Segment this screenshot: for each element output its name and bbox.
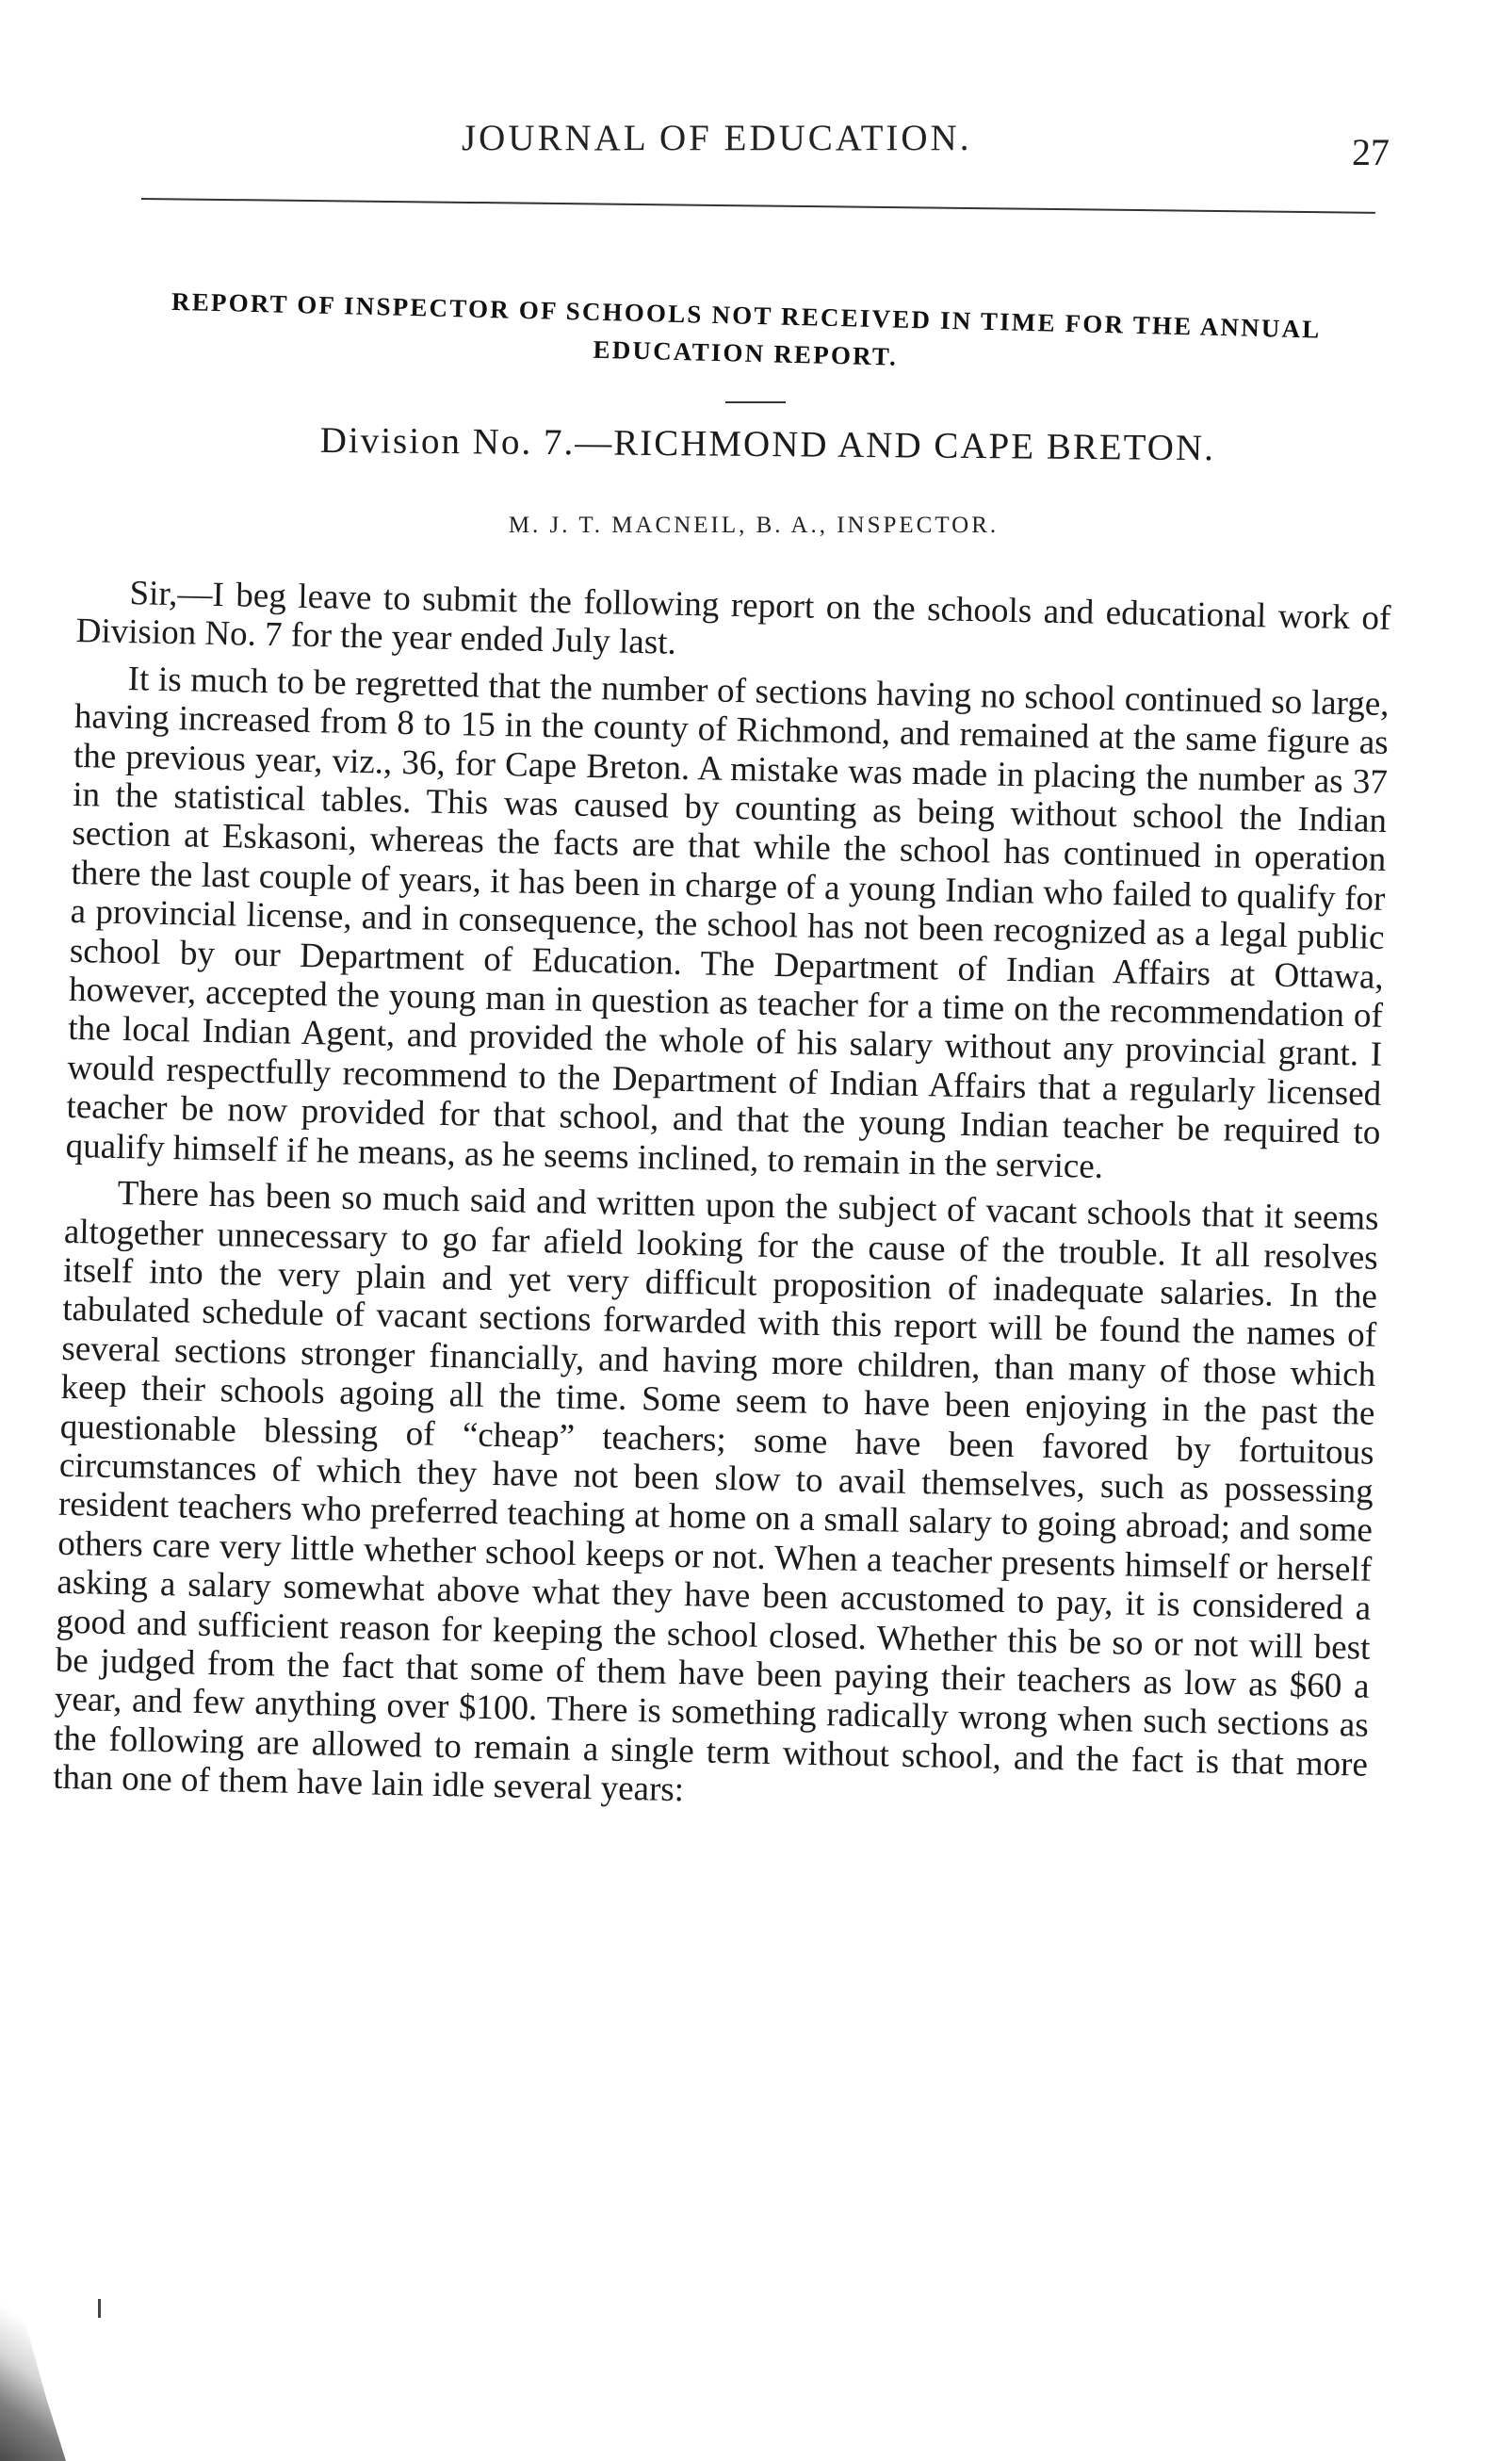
report-title-line-2: EDUCATION REPORT. — [593, 334, 899, 371]
paragraph-salaries: There has been so much said and written upon the subject of vacant schools that it seems altogether unnecessary to go far afield looking for the cause of the trouble. It all resolves itself into the very plain and yet very difficult proposition of inadequate salaries. In the tabulated schedule of vacant sections forwarded with this report will be found the names of several sections stronger financially, and having more children, than many of those which keep their schools agoing all the time. Some seem to have been enjoying in the past the questionable blessing of “cheap” teachers; some have been favored by fortuitous circumstances of which they have not been slow to avail themselves, such as possessing resident teachers who preferred teaching at home on a small salary to going abroad; and some others care very little whether school keeps or not. When a teacher presents himself or herself asking a salary somewhat above what they have been accustomed to pay, it is considered a good and sufficient reason for keeping the school closed. Whether this be so or not will best be judged from the fact that some of them have been paying their teachers as low as $60 a year, and few anything over $100. There is something radically wrong when such sections as the following are allowed to remain a single term without school, and the fact is that more than one of them have lain idle several years: — [52, 1174, 1379, 1810]
paragraph-salutation: Sir,—I beg leave to submit the following report on the schools and educational work of Division No. 7 for the year ended July last. — [75, 574, 1391, 663]
header-rule — [141, 198, 1375, 214]
page-edge-shadow — [0, 2235, 66, 2461]
report-body — [53, 573, 1391, 1831]
journal-title: JOURNAL OF EDUCATION. — [462, 118, 972, 158]
division-heading: Division No. 7.—RICHMOND AND CAPE BRETON. — [319, 419, 1216, 469]
report-title — [100, 281, 1392, 387]
title-divider — [725, 401, 786, 403]
report-title-line-1: REPORT OF INSPECTOR OF SCHOOLS NOT RECEIVED IN TIME FOR THE ANNUAL — [171, 286, 1322, 344]
page-number: 27 — [1352, 131, 1390, 173]
inspector-name: M. J. T. MACNEIL, B. A., INSPECTOR. — [508, 513, 1000, 538]
running-header — [122, 111, 1390, 187]
paragraph-vacant-sections: It is much to be regretted that the number of sections having no school continued so large, having increased from 8 to 15 in the county of Richmond, and remained at the same figure as the previous year, viz., 36, for Cape Breton. A mistake was made in placing the number as 37 in the statistical tables. This was caused by counting as being without school the Indian section at Eskasoni, whereas the facts are that while the school has continued in operation there the last couple of years, it has been in charge of a young Indian who failed to qualify for a provincial license, and in consequence, the school has not been recognized as a legal public school by our Department of Education. The Department of Indian Affairs at Ottawa, however, accepted the young man in question as teacher for a time on the recommendation of the local Indian Agent, and provided the whole of his salary without any provincial grant. I would respectfully recommend to the Department of Indian Affairs that a regularly licensed teacher be now provided for that school, and that the young Indian teacher be required to qualify himself if he means, as he seems inclined, to remain in the service. — [65, 659, 1390, 1186]
scan-mark — [98, 2299, 101, 2318]
